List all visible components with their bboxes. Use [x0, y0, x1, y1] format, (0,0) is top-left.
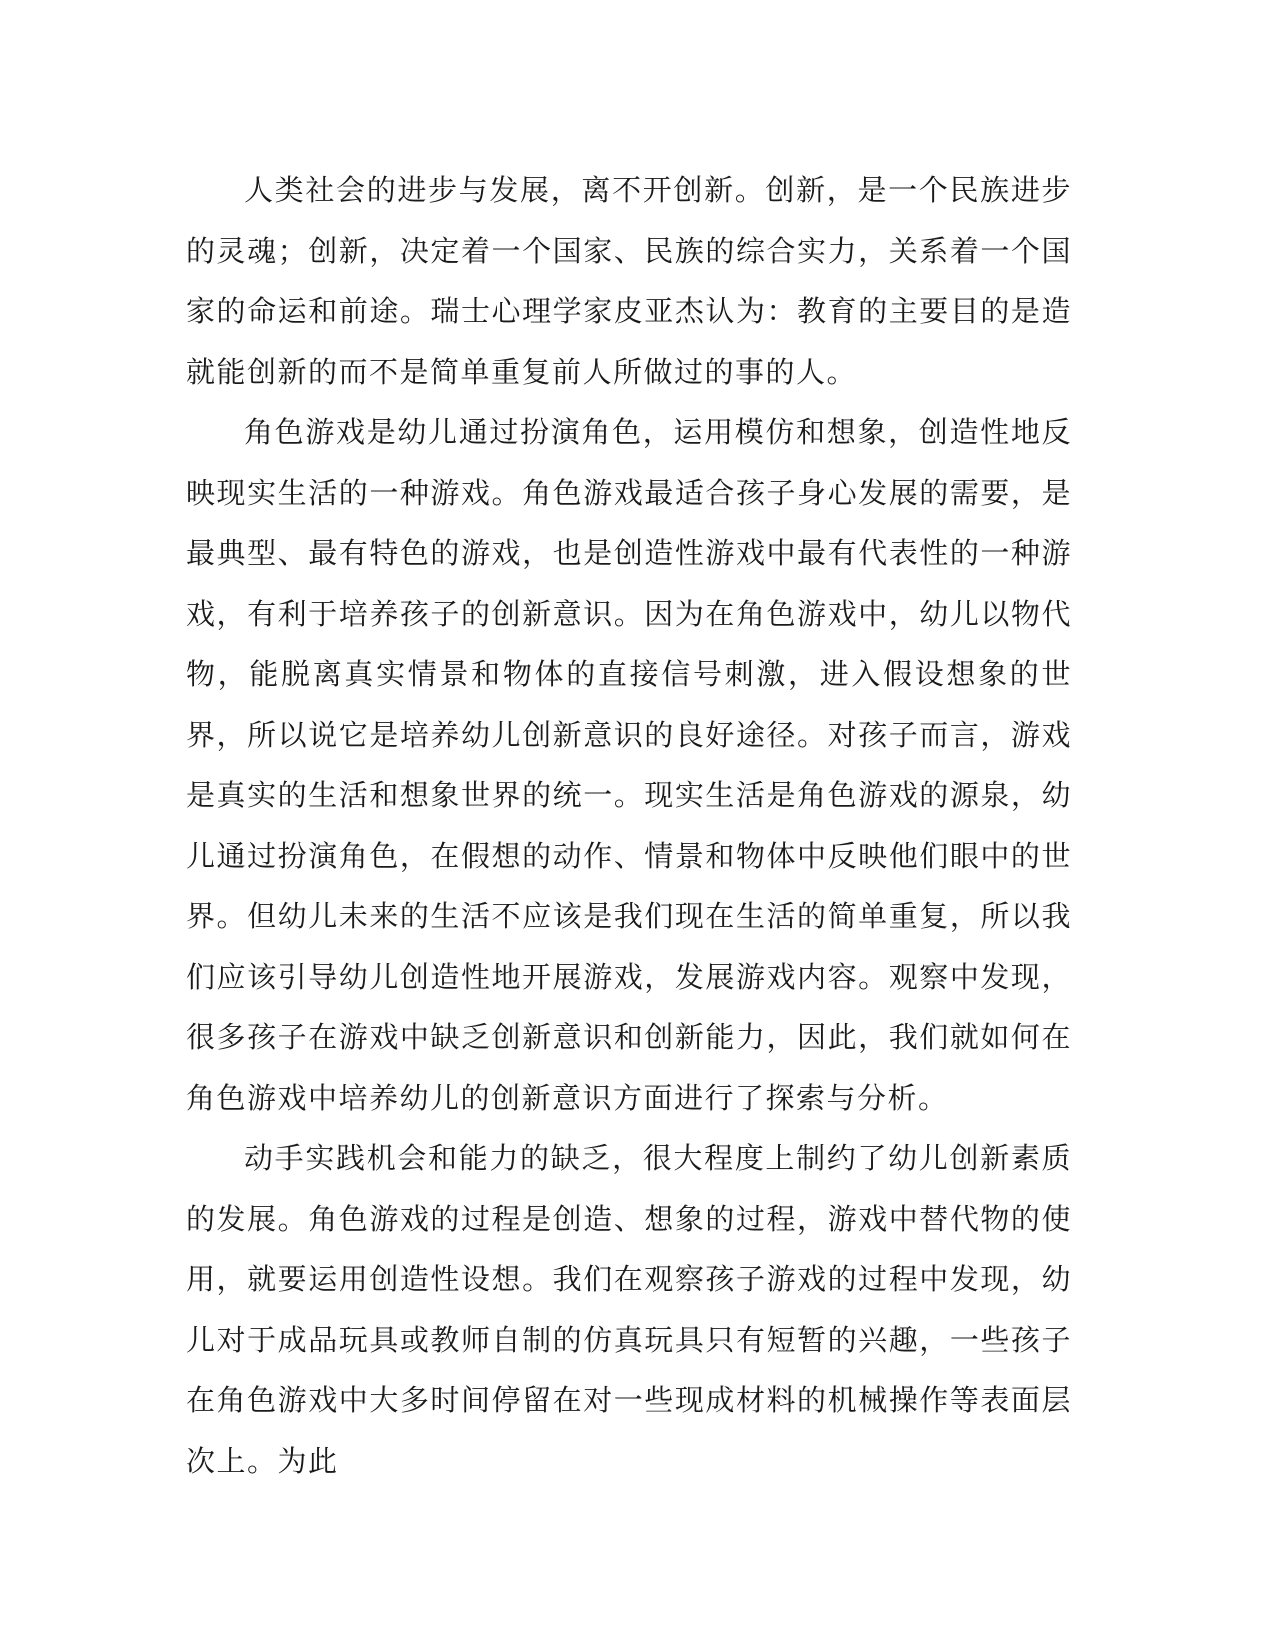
- document-body: [186, 160, 1072, 1491]
- paragraph-3: 动手实践机会和能力的缺乏，很大程度上制约了幼儿创新素质的发展。角色游戏的过程是创造、想象的过程，游戏中替代物的使用，就要运用创造性设想。我们在观察孩子游戏的过程中发现，幼儿对于成品玩具或教师自制的仿真玩具只有短暂的兴趣，一些孩子在角色游戏中大多时间停留在对一些现成材料的机械操作等表面层次上。为此: [186, 1141, 1072, 1478]
- paragraph-1: 人类社会的进步与发展，离不开创新。创新，是一个民族进步的灵魂；创新，决定着一个国家、民族的综合实力，关系着一个国家的命运和前途。瑞士心理学家皮亚杰认为：教育的主要目的是造就能创新的而不是简单重复前人所做过的事的人。: [186, 173, 1072, 389]
- paragraph-2: 角色游戏是幼儿通过扮演角色，运用模仿和想象，创造性地反映现实生活的一种游戏。角色游戏最适合孩子身心发展的需要，是最典型、最有特色的游戏，也是创造性游戏中最有代表性的一种游戏，有利于培养孩子的创新意识。因为在角色游戏中，幼儿以物代物，能脱离真实情景和物体的直接信号刺激，进入假设想象的世界，所以说它是培养幼儿创新意识的良好途径。对孩子而言，游戏是真实的生活和想象世界的统一。现实生活是角色游戏的源泉，幼儿通过扮演角色，在假想的动作、情景和物体中反映他们眼中的世界。但幼儿未来的生活不应该是我们现在生活的简单重复，所以我们应该引导幼儿创造性地开展游戏，发展游戏内容。观察中发现，很多孩子在游戏中缺乏创新意识和创新能力，因此，我们就如何在角色游戏中培养幼儿的创新意识方面进行了探索与分析。: [186, 415, 1072, 1115]
